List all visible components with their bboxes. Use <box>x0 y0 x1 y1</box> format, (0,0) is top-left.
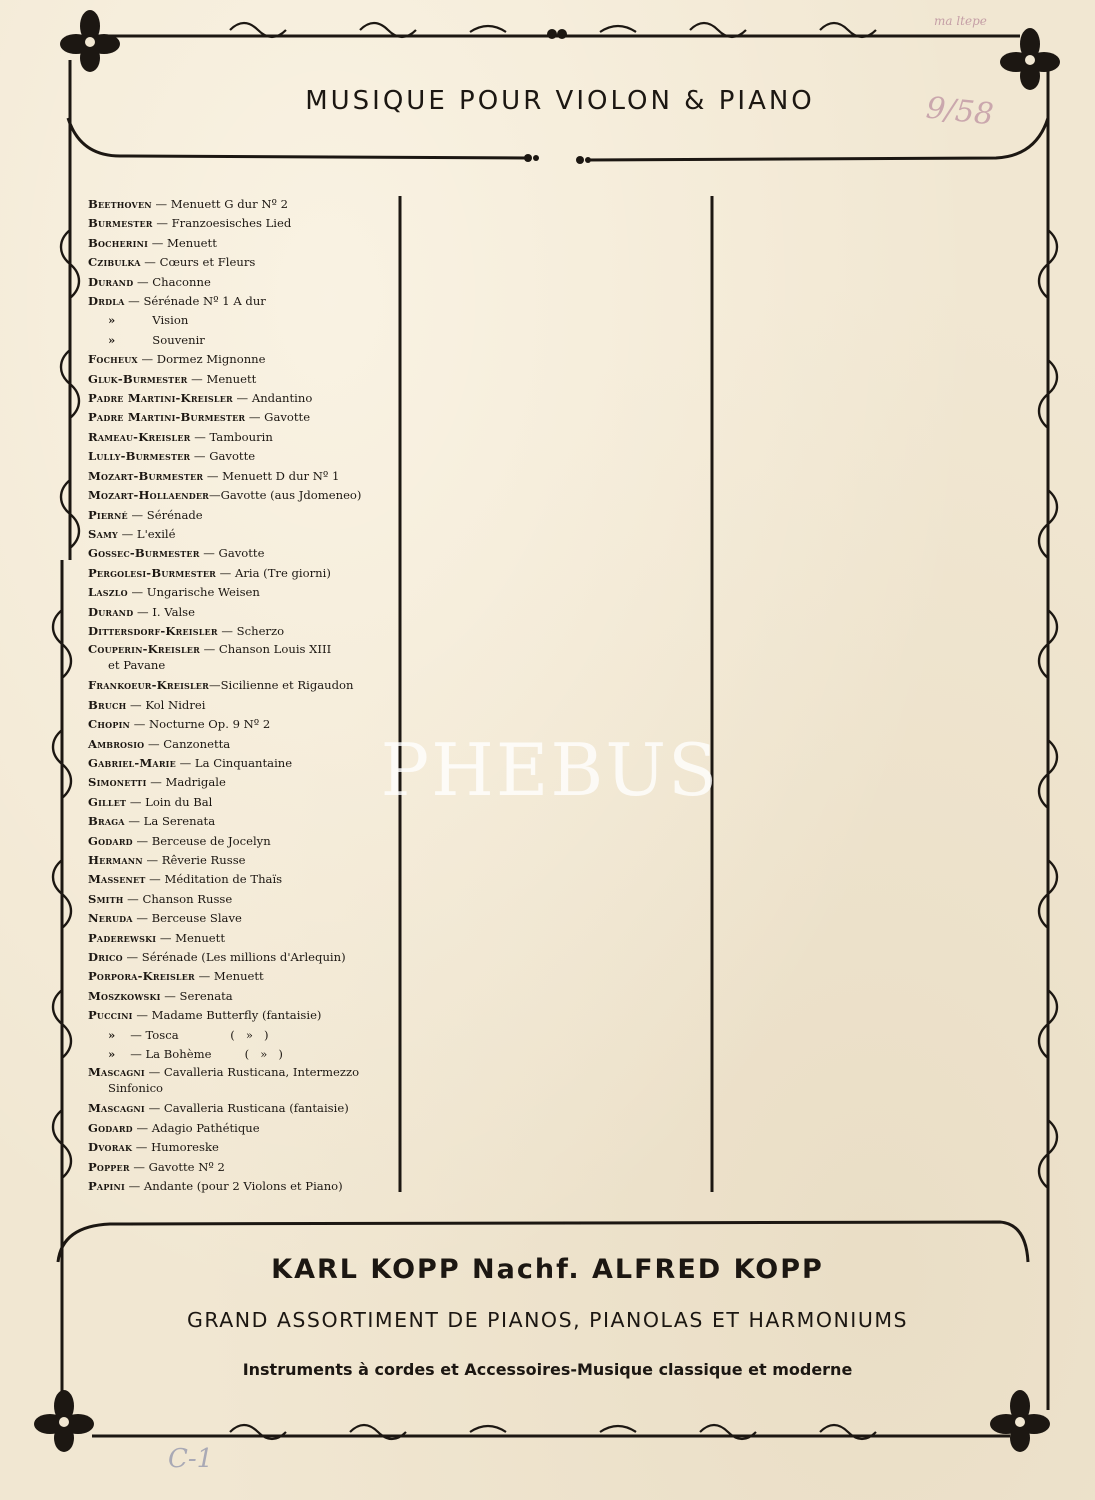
catalog-entry <box>88 603 388 622</box>
catalog-entry <box>88 564 388 583</box>
piece-title: — L'exilé <box>117 526 176 541</box>
catalog-entry <box>88 773 388 792</box>
catalog-entry <box>88 428 388 447</box>
composer-name: Durand <box>88 604 134 619</box>
composer-name: Braga <box>88 814 125 829</box>
catalog-list <box>88 195 388 1197</box>
piece-title: — Scherzo <box>217 623 285 638</box>
composer-name: » <box>108 1047 116 1062</box>
composer-name: Dittersdorf-Kreisler <box>88 623 218 638</box>
catalog-entry <box>88 735 388 754</box>
catalog-entry <box>88 754 388 773</box>
piece-title: — Tosca ( » ) <box>115 1027 269 1042</box>
composer-name: Lully-Burmester <box>88 449 191 464</box>
publisher-name: KARL KOPP Nachf. ALFRED KOPP <box>271 1254 824 1285</box>
composer-name: Bocherini <box>88 235 149 250</box>
catalog-entry <box>88 793 388 812</box>
composer-name: Focheux <box>88 352 138 367</box>
composer-name: Pierné <box>88 507 128 522</box>
composer-name: Mascagni <box>88 1101 145 1116</box>
composer-name: Godard <box>88 833 133 848</box>
piece-title: — Menuett <box>148 235 217 250</box>
catalog-entry <box>88 948 388 967</box>
catalog-entry <box>88 1026 388 1045</box>
piece-title: — Berceuse de Jocelyn <box>132 833 271 848</box>
composer-name: Gabriel-Marie <box>88 755 176 770</box>
piece-title-continuation: Sinfonico <box>108 1081 164 1096</box>
catalog-entry <box>88 214 388 233</box>
publisher-instruments: Instruments à cordes et Accessoires-Musique classique et moderne <box>242 1360 853 1379</box>
catalog-entry <box>88 1158 388 1177</box>
piece-title: — Sérénade (Les millions d'Arlequin) <box>122 950 346 965</box>
composer-name: Czibulka <box>88 255 141 270</box>
catalog-entry <box>88 929 388 948</box>
catalog-entry <box>88 696 388 715</box>
piece-title: — Menuett D dur Nº 1 <box>203 468 340 483</box>
composer-name: Rameau-Kreisler <box>88 429 191 444</box>
composer-name: » <box>108 1027 116 1042</box>
composer-name: Gluk-Burmester <box>88 371 188 386</box>
catalog-entry <box>88 1006 388 1025</box>
piece-title: — Nocturne Op. 9 Nº 2 <box>130 717 271 732</box>
composer-name: Chopin <box>88 717 131 732</box>
composer-name: Burmester <box>88 216 153 231</box>
composer-name: Couperin-Kreisler <box>88 642 200 657</box>
piece-title: — Dormez Mignonne <box>137 352 266 367</box>
catalog-entry <box>88 273 388 292</box>
composer-name: Porpora-Kreisler <box>88 969 195 984</box>
composer-name: Mascagni <box>88 1065 145 1080</box>
piece-title: — Franzoesisches Lied <box>152 216 292 231</box>
piece-title: — I. Valse <box>133 604 195 619</box>
page-title: MUSIQUE POUR VIOLON & PIANO <box>305 86 815 116</box>
piece-title: — Menuett G dur Nº 2 <box>151 197 288 211</box>
pencil-note-bottom: C-1 <box>168 1444 214 1474</box>
piece-title: — Cavalleria Rusticana (fantaisie) <box>144 1101 349 1116</box>
catalog-entry <box>88 408 388 427</box>
composer-name: Samy <box>88 526 118 541</box>
composer-name: Laszlo <box>88 585 128 600</box>
composer-name: Simonetti <box>88 775 147 790</box>
composer-name: Beethoven <box>88 197 152 211</box>
piece-title: — Menuett <box>194 969 264 984</box>
piece-title: — Berceuse Slave <box>132 911 242 926</box>
piece-title: — Menuett <box>187 371 257 386</box>
composer-name: Mozart-Hollaender <box>88 488 209 503</box>
composer-name: Frankoeur-Kreisler <box>88 678 209 693</box>
catalog-entry <box>88 890 388 909</box>
catalog-entry <box>88 195 388 214</box>
catalog-entry <box>88 1064 388 1099</box>
composer-name: » <box>108 313 116 328</box>
composer-name: Neruda <box>88 911 133 926</box>
composer-name: Ambrosio <box>88 736 145 751</box>
piece-title: — Loin du Bal <box>126 794 213 809</box>
piece-title: — Aria (Tre giorni) <box>215 565 331 580</box>
piece-title: — Serenata <box>160 988 233 1003</box>
piece-title: — Andante (pour 2 Violons et Piano) <box>124 1179 343 1194</box>
catalog-entry <box>88 331 388 350</box>
catalog-entry <box>88 641 388 676</box>
catalog-entry <box>88 506 388 525</box>
piece-title: — Chanson Russe <box>123 891 233 906</box>
catalog-entry <box>88 812 388 831</box>
publisher-assortment: GRAND ASSORTIMENT DE PIANOS, PIANOLAS ET HARMONIUMS <box>186 1308 909 1332</box>
piece-title: — Andantino <box>232 391 313 406</box>
catalog-entry <box>88 676 388 695</box>
composer-name: Padre Martini-Burmester <box>88 410 246 425</box>
composer-name: Drdla <box>88 294 125 309</box>
composer-name: Hermann <box>88 853 143 867</box>
piece-title: — Humoreske <box>132 1140 219 1155</box>
composer-name: Smith <box>88 891 124 906</box>
piece-title: — Madrigale <box>146 775 226 790</box>
piece-title: — Ungarische Weisen <box>127 585 260 600</box>
catalog-entry <box>88 1045 388 1064</box>
composer-name: Drico <box>88 950 123 965</box>
piece-title: — Méditation de Thaïs <box>145 872 283 887</box>
catalog-entry <box>88 389 388 408</box>
watermark: PHEBUS <box>380 728 720 812</box>
catalog-entry <box>88 253 388 272</box>
piece-title: —Gavotte (aus Jdomeneo) <box>209 488 362 503</box>
composer-name: » <box>108 332 116 347</box>
composer-name: Papini <box>88 1179 125 1194</box>
piece-title: — Gavotte <box>245 410 311 425</box>
catalog-entry <box>88 467 388 486</box>
catalog-entry <box>88 715 388 734</box>
piece-title: — Chaconne <box>133 274 211 289</box>
piece-title: — Adagio Pathétique <box>132 1120 260 1135</box>
piece-title: — Kol Nidrei <box>126 697 206 712</box>
pencil-catalog-number: 9/58 <box>924 90 996 133</box>
piece-title: — Tambourin <box>190 429 273 444</box>
catalog-entry <box>88 350 388 369</box>
catalog-entry <box>88 987 388 1006</box>
catalog-entry <box>88 1099 388 1118</box>
catalog-entry <box>88 967 388 986</box>
catalog-entry <box>88 909 388 928</box>
composer-name: Puccini <box>88 1008 133 1023</box>
catalog-entry <box>88 370 388 389</box>
piece-title: — Chanson Louis XIII <box>199 642 332 657</box>
piece-title: — Cœurs et Fleurs <box>140 255 256 270</box>
composer-name: Dvorak <box>88 1140 133 1155</box>
catalog-entry <box>88 622 388 641</box>
catalog-entry <box>88 870 388 889</box>
composer-name: Gossec-Burmester <box>88 546 200 561</box>
catalog-entry <box>88 486 388 505</box>
piece-title: — La Serenata <box>124 814 216 829</box>
catalog-entry <box>88 292 388 311</box>
piece-title-continuation: et Pavane <box>108 658 166 673</box>
piece-title: — La Cinquantaine <box>175 755 293 770</box>
piece-title: — Menuett <box>156 930 225 945</box>
piece-title: Souvenir <box>115 332 205 347</box>
piece-title: — Gavotte Nº 2 <box>129 1159 225 1174</box>
catalog-entry <box>88 1138 388 1157</box>
catalog-entry <box>88 851 388 870</box>
piece-title: — La Bohème ( » ) <box>115 1047 283 1062</box>
piece-title: — Cavalleria Rusticana, Intermezzo <box>144 1065 360 1080</box>
composer-name: Mozart-Burmester <box>88 468 204 483</box>
piece-title: — Sérénade <box>127 507 203 522</box>
piece-title: Vision <box>115 313 189 328</box>
catalog-entry <box>88 447 388 466</box>
composer-name: Moszkowski <box>88 988 161 1003</box>
composer-name: Massenet <box>88 872 146 887</box>
catalog-entry <box>88 311 388 330</box>
catalog-entry <box>88 583 388 602</box>
piece-title: — Gavotte <box>199 546 265 561</box>
piece-title: — Sérénade Nº 1 A dur <box>124 294 266 309</box>
composer-name: Bruch <box>88 697 127 712</box>
composer-name: Gillet <box>88 794 127 809</box>
piece-title: — Gavotte <box>190 449 256 464</box>
catalog-entry <box>88 1177 388 1196</box>
catalog-entry <box>88 234 388 253</box>
catalog-entry <box>88 544 388 563</box>
piece-title: — Canzonetta <box>144 736 231 751</box>
piece-title: — Rêverie Russe <box>142 853 246 867</box>
composer-name: Pergolesi-Burmester <box>88 565 216 580</box>
composer-name: Padre Martini-Kreisler <box>88 391 233 406</box>
composer-name: Paderewski <box>88 930 157 945</box>
catalog-entry <box>88 1119 388 1138</box>
pencil-note-top: ma ltepe <box>934 14 987 28</box>
composer-name: Durand <box>88 274 134 289</box>
piece-title: — Madame Butterfly (fantaisie) <box>132 1008 322 1023</box>
composer-name: Godard <box>88 1120 133 1135</box>
composer-name: Popper <box>88 1159 130 1174</box>
catalog-entry <box>88 832 388 851</box>
catalog-entry <box>88 525 388 544</box>
piece-title: —Sicilienne et Rigaudon <box>208 678 354 693</box>
